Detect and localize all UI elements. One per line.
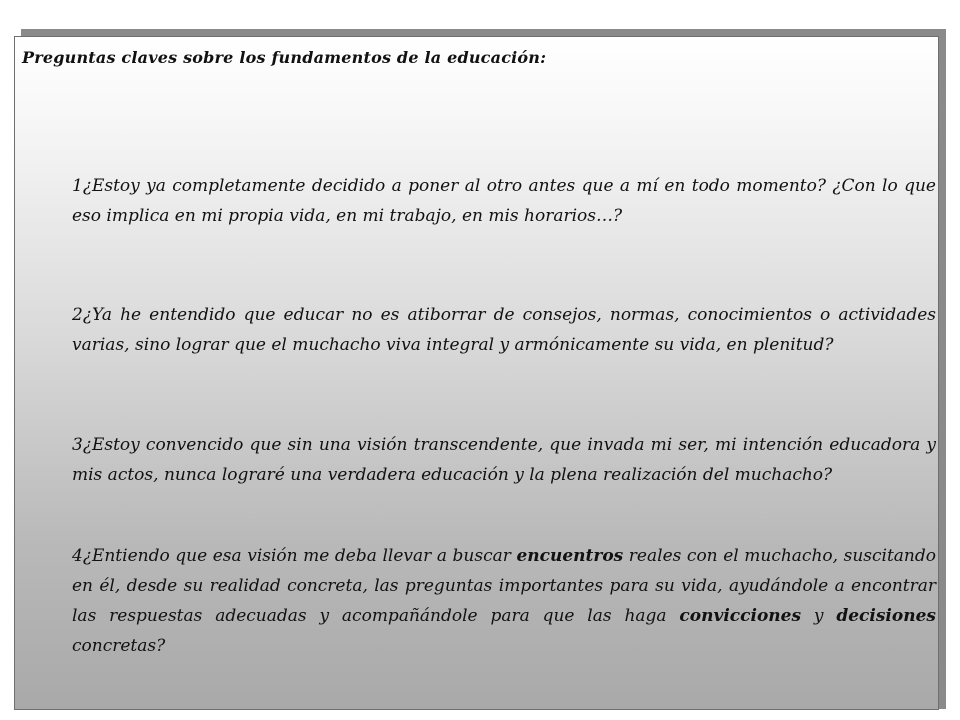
question-2	[72, 300, 936, 360]
question-1	[72, 171, 936, 231]
question-1-text: ¿Estoy ya completamente decidido a poner al otro antes que a mí en todo momento? ¿Con lo que eso implica en mi propia vida, en mi trabajo, en mis horarios…?	[72, 176, 936, 226]
question-4-text-part-3: y	[801, 606, 837, 626]
question-4-emphasis-convicciones: convicciones	[679, 606, 802, 626]
question-4-emphasis-encuentros: encuentros	[516, 546, 624, 566]
question-1-number: 1	[72, 176, 83, 196]
question-4-text-part-2: reales con el muchacho, suscitando en él, desde su realidad concreta, las preguntas importantes para su vida, ayudándole a encontrar las respuestas adecuadas y acompañándole para que las haga	[72, 546, 937, 626]
question-2-number: 2	[72, 305, 83, 325]
question-4	[72, 541, 936, 661]
question-4-emphasis-decisiones: decisiones	[836, 606, 936, 626]
question-2-text: ¿Ya he entendido que educar no es atiborrar de consejos, normas, conocimientos o actividades varias, sino lograr que el muchacho viva integral y armónicamente su vida, en plenitud?	[72, 305, 936, 355]
slide-title: Preguntas claves sobre los fundamentos de la educación:	[22, 48, 547, 67]
question-4-text-part-1: ¿Entiendo que esa visión me deba llevar a buscar	[82, 546, 517, 566]
question-3-text: ¿Estoy convencido que sin una visión transcendente, que invada mi ser, mi intención educadora y mis actos, nunca lograré una verdadera educación y la plena realización del muchacho?	[72, 435, 936, 485]
question-3	[72, 430, 936, 490]
question-4-number: 4	[72, 546, 83, 566]
question-3-number: 3	[72, 435, 83, 455]
question-4-text-part-4: concretas?	[72, 636, 166, 656]
